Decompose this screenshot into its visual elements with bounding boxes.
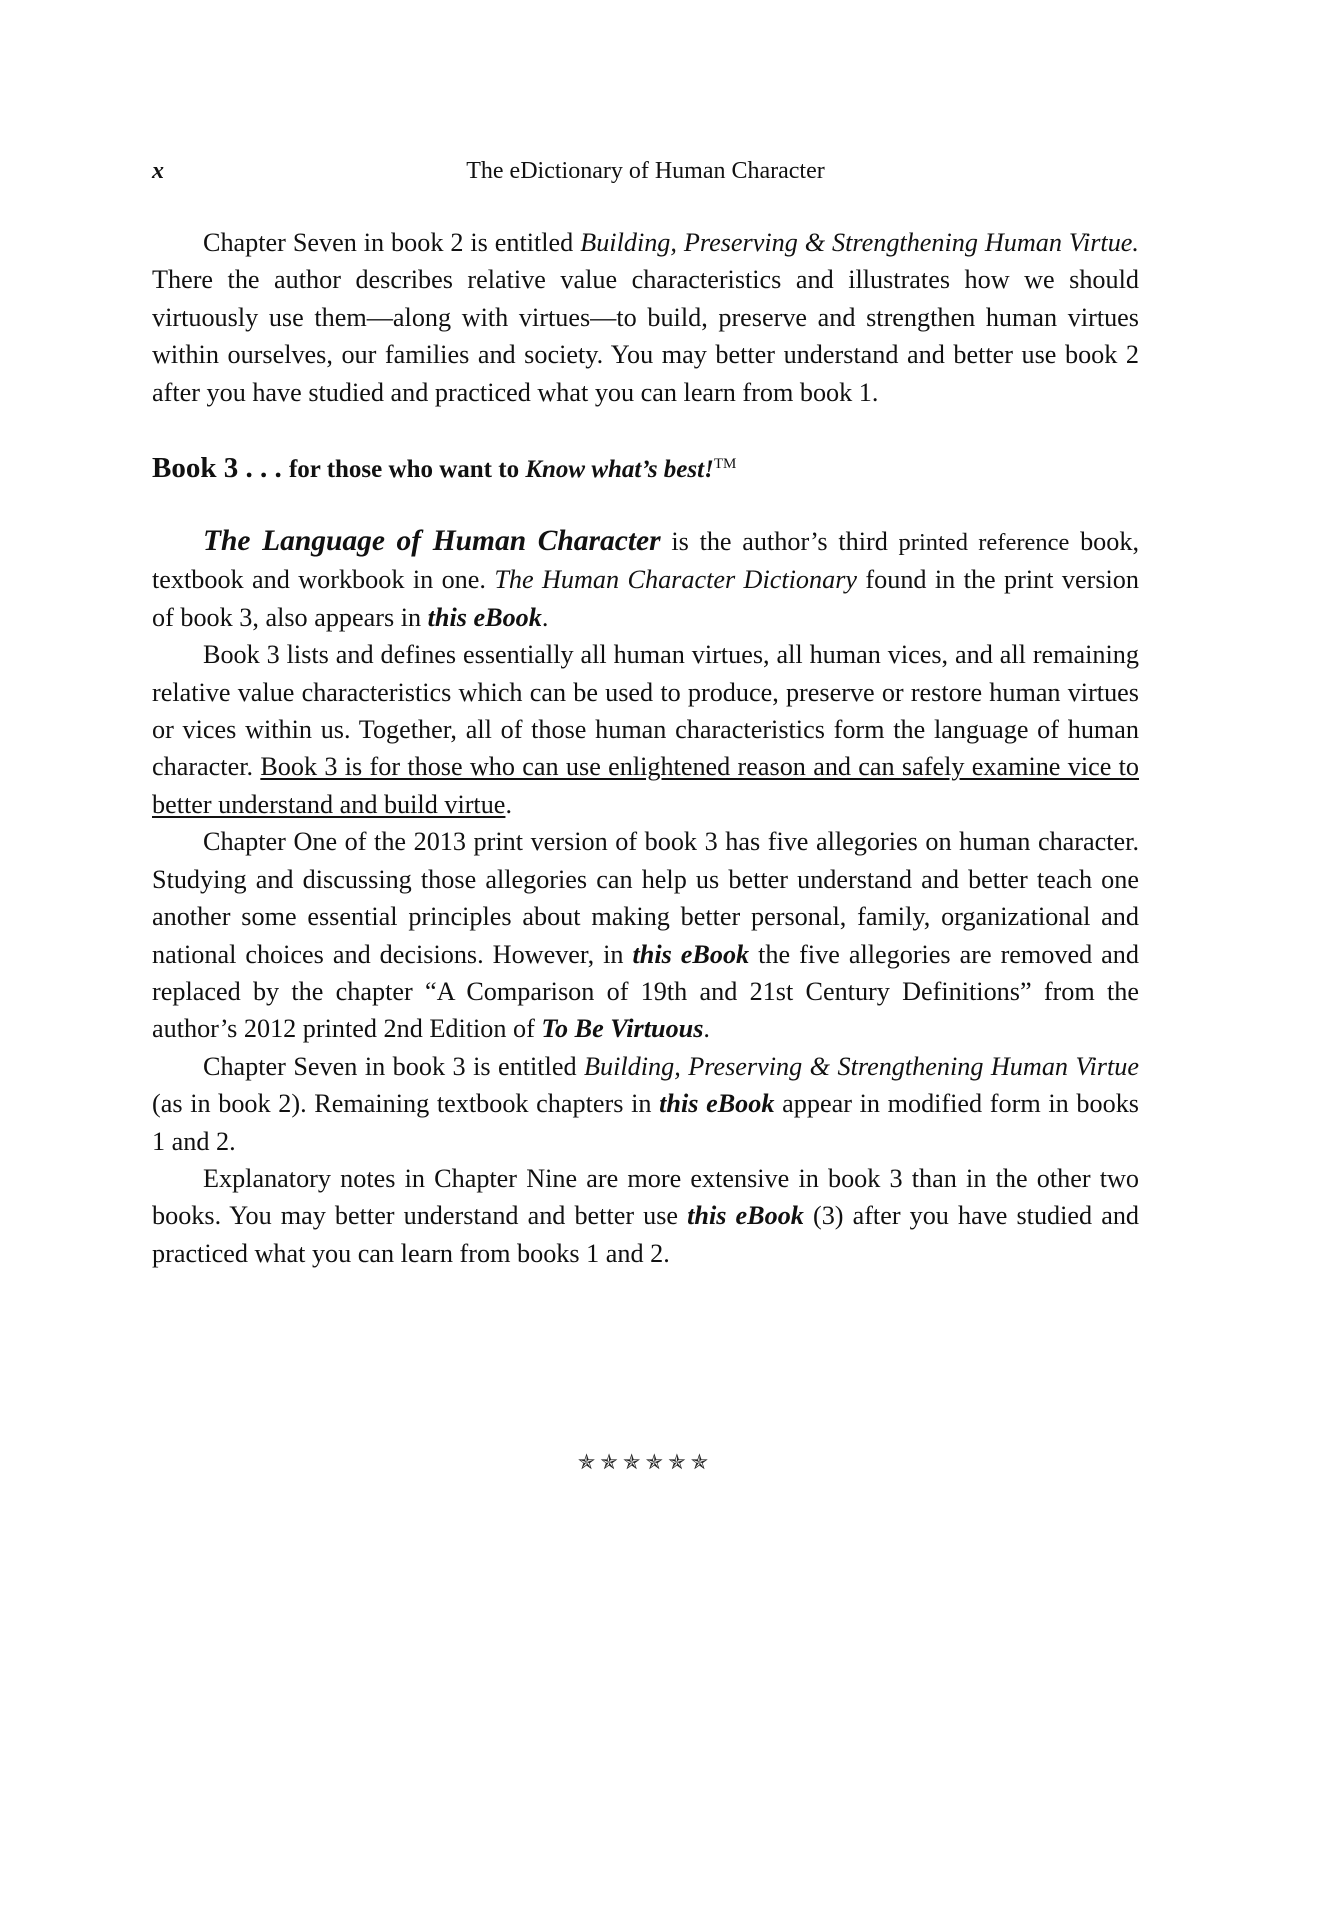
text-span: Chapter Seven in book 2 is entitled [203, 228, 581, 257]
text-span: (as in book 2). Remaining textbook chapters in [152, 1089, 660, 1119]
this-ebook-emphasis: this eBook [632, 939, 750, 969]
text-span: . [541, 602, 549, 632]
this-ebook-emphasis: this eBook [427, 602, 542, 632]
paragraph-chapter-one-allegories [152, 823, 1139, 1047]
text-span: Explanatory notes in Chapter Nine are more extensive in book 3 than in the other two books. You may better understand and better use [152, 1163, 1139, 1231]
this-ebook-emphasis: this eBook [659, 1089, 775, 1119]
text-span: . [703, 1014, 710, 1044]
heading-tagline: Know what’s best! [525, 456, 714, 484]
paragraph-language-of-human-character [152, 523, 1139, 636]
to-be-virtuous-title: To Be Virtuous [541, 1014, 704, 1044]
running-title: The eDictionary of Human Character [466, 158, 825, 184]
text-span: found in the print version of book 3, also appears in [152, 565, 1139, 632]
star-row-icon: ✯✯✯✯✯✯ [577, 1450, 714, 1474]
chapter-title-italic: Building, Preserving & Strengthening Human Virtue [584, 1051, 1139, 1081]
paragraph-book3-definitions [152, 636, 1139, 823]
text-span: book, textbook and workbook in one. [152, 527, 1140, 595]
text-span: appear in modified form in books 1 and 2. [152, 1089, 1139, 1156]
page-number: x [152, 158, 164, 184]
running-head [152, 156, 1139, 186]
underlined-statement: Book 3 is for those who can use enlightened reason and can safely examine vice to better understand and build virtue [152, 752, 1139, 819]
text-span: Book 3 lists and defines essentially all human virtues, all human vices, and all remaining relative value characteristics which can be used to produce, preserve or restore human virtues or vices within us. Together, all of those human characteristics form the language of human character. [152, 640, 1139, 782]
text-span: There the author describes relative value characteristics and illustrates how we should virtuously use them—along with virtues—to build, preserve and strengthen human virtues within ourselves, our families and society. You may better understand and better use book 2 after you have studied and practiced what you can learn from book 1. [152, 265, 1139, 407]
body-text [152, 224, 1139, 1272]
text-span: printed reference [898, 529, 1070, 557]
heading-text: for those who want to [288, 456, 526, 484]
chapter-title-italic: Building, Preserving & Strengthening Human Virtue. [580, 228, 1139, 257]
text-span: the five allegories are removed and replaced by the chapter “A Comparison of 19th and 21st Century Definitions” from the author’s 2012 printed 2nd Edition of [152, 939, 1139, 1044]
paragraph-book2-chapter-seven [152, 224, 1139, 411]
heading-lead: Book 3 . . . [152, 452, 289, 485]
paragraph-book3-chapter-seven [152, 1048, 1139, 1160]
text-span: Chapter One of the 2013 print version of book 3 has five allegories on human character. Studying and discussing those allegories can help us better understand and better teach one another some essential principles about making better personal, family, organizational and national choices and decisions. However, in [152, 827, 1139, 969]
text-span: is the author’s third [660, 527, 899, 557]
this-ebook-emphasis: this eBook [687, 1201, 804, 1231]
text-span: Chapter Seven in book 3 is entitled [203, 1051, 585, 1081]
dictionary-title: The Human Character Dictionary [494, 565, 858, 595]
paragraph-explanatory-notes [152, 1160, 1139, 1272]
book-title: The Language of Human Character [203, 525, 661, 558]
trademark-mark: TM [713, 456, 737, 473]
text-span: . [505, 789, 512, 819]
text-span: (3) after you have studied and practiced what you can learn from books 1 and 2. [152, 1201, 1140, 1268]
section-heading-book3 [152, 445, 1139, 489]
